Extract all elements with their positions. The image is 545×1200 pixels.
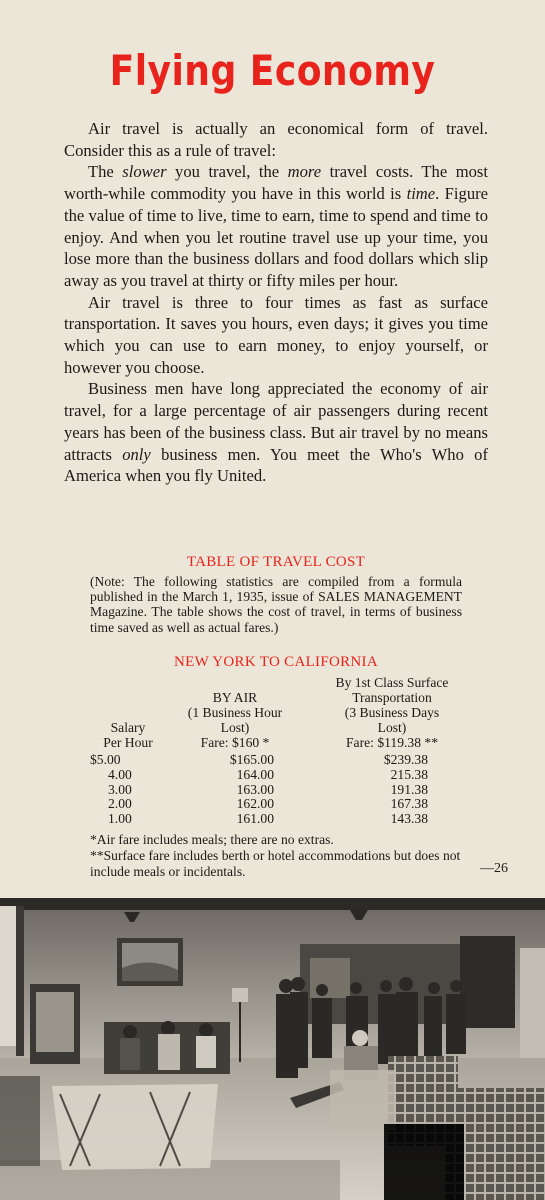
page-number: —26 <box>480 861 508 876</box>
footnote-air: *Air fare includes meals; there are no extras. <box>90 832 334 847</box>
table-cell: 164.00 <box>236 766 274 782</box>
paragraph-4: Business men have long appreciated the economy of air travel, for a large percentage of air passengers during recent years has been of the business class. But air travel by no means attracts only business men. You meet the Who's Who of America when you fly United. <box>64 379 488 486</box>
footnote-surface: **Surface fare includes berth or hotel accommodations but does not include meals or incidentals. <box>90 848 461 879</box>
table-cell: 2.00 <box>108 796 132 812</box>
table-cell: 4.00 <box>108 766 132 782</box>
air-column-header: BY AIR (1 Business Hour Lost) Fare: $160 * <box>187 690 283 750</box>
salary-column-header: Salary Per Hour <box>103 720 153 750</box>
table-cell: 162.00 <box>236 796 274 812</box>
route-heading: NEW YORK TO CALIFORNIA <box>174 654 378 670</box>
waiting-room-photo <box>0 898 545 1200</box>
article-body <box>64 118 488 487</box>
air-fare-column <box>204 753 274 827</box>
table-cell: $165.00 <box>229 752 274 767</box>
paragraph-2: The slower you travel, the more travel costs. The most worth-while commodity you have in this world is time. Figure the value of time to live, time to earn, time to spend and time to enjoy. And when you let routine travel use up your time, you lose more than the business dollars and food dollars which slip away as you travel at thirty or fifty miles per hour. <box>64 162 489 290</box>
table-heading: TABLE OF TRAVEL COST <box>186 554 366 570</box>
table-cell: 3.00 <box>108 781 132 797</box>
footnotes <box>90 832 470 880</box>
table-cell: $239.38 <box>383 752 428 767</box>
salary-column <box>90 753 150 827</box>
paragraph-1: Air travel is actually an economical form of travel. Consider this as a rule of travel: <box>64 119 488 160</box>
surface-fare-column <box>358 753 428 827</box>
table-cell: 143.38 <box>390 811 428 827</box>
table-cell: 167.38 <box>390 796 428 812</box>
table-cell: 1.00 <box>108 811 132 827</box>
paragraph-3: Air travel is three to four times as fast as surface transportation. It saves you hours, even days; it gives you time which you can use to earn money, to enjoy yourself, or however you choose. <box>64 292 488 377</box>
table-cell: $5.00 <box>90 752 121 767</box>
table-note: (Note: The following statistics are compiled from a formula published in the March 1, 1935, issue of SALES MANAGEMENT Magazine. The table shows the cost of travel, in terms of business time saved as well as actual fares.) <box>90 574 462 635</box>
table-cell: 163.00 <box>236 781 274 797</box>
surface-column-header: By 1st Class Surface Transportation (3 Business Days Lost) Fare: $119.38 ** <box>335 675 449 750</box>
table-cell: 191.38 <box>390 781 428 797</box>
table-cell: 161.00 <box>236 811 274 827</box>
table-cell: 215.38 <box>390 766 428 782</box>
page-title: Flying Economy <box>109 46 436 95</box>
